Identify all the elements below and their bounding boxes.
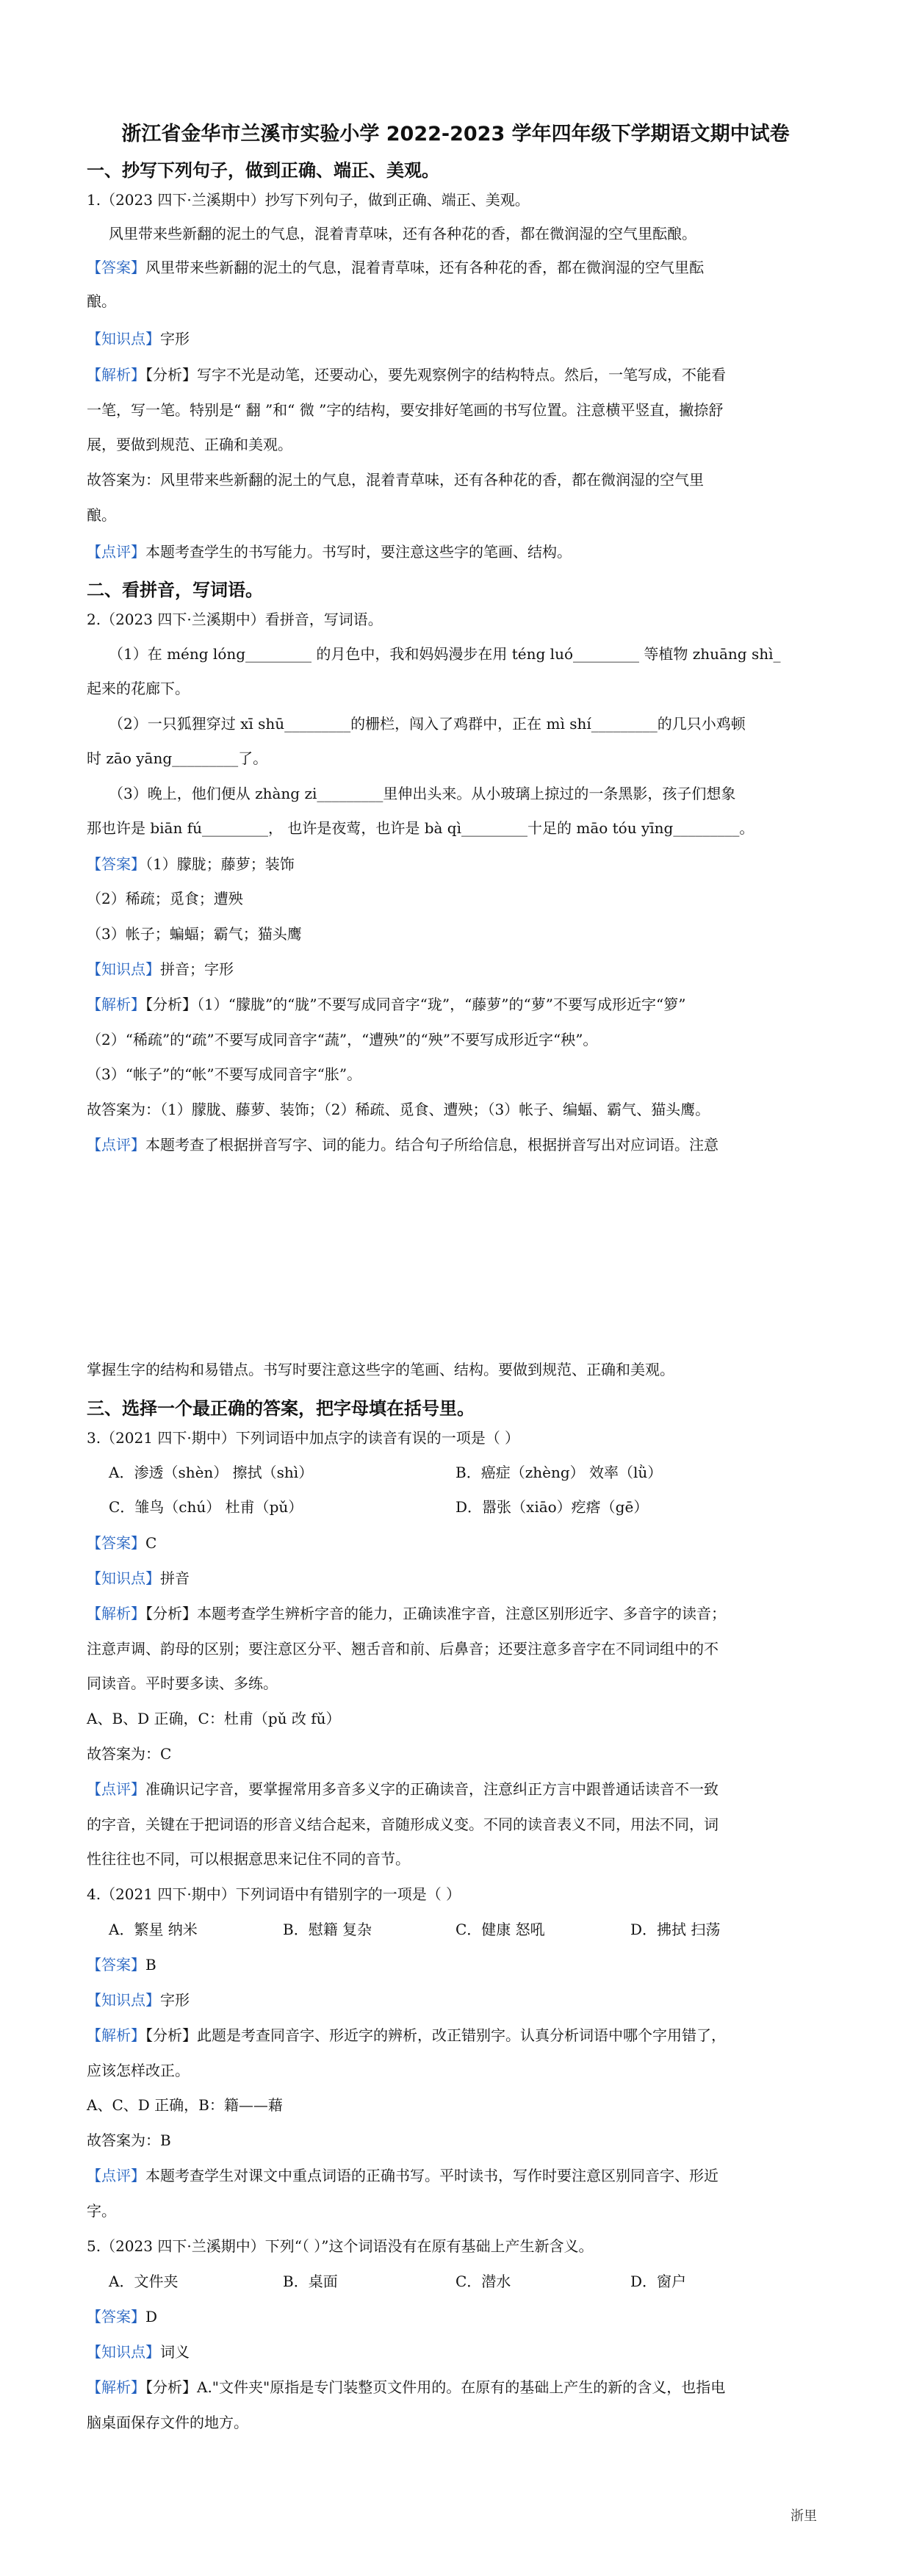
q2-p2-line-1: （2）一只狐狸穿过 xī shū_________的栅栏，闯入了鸡群中，正在 mì shí_________的几只小鸡顿 <box>109 715 746 733</box>
knowledge-tag: 【知识点】 <box>87 960 160 978</box>
page-footer: 浙里 <box>791 2508 817 2524</box>
q5-analysis-1: 【解析】【分析】A."文件夹"原指是专门装整页文件用的。在原有的基础上产生的新的含义，也指电 <box>87 2378 726 2396</box>
answer-tag: 【答案】 <box>87 2308 145 2325</box>
q2-answer-2: （2）稀疏；觅食；遭殃 <box>87 890 243 907</box>
analysis-tag: 【解析】 <box>87 996 145 1013</box>
q2-p3-line-1: （3）晚上，他们便从 zhàng zi_________里伸出头来。从小玻璃上掠过的一条黑影，孩子们想象 <box>109 785 736 802</box>
q5-option-b: B．桌面 <box>283 2273 338 2290</box>
answer-tag: 【答案】 <box>87 1534 145 1552</box>
q4-option-a: A．繁星 纳米 <box>109 1921 198 1938</box>
q2-analysis-1: 【解析】【分析】（1）“朦胧”的“胧”不要写成同音字“珑”，“藤萝”的“萝”不要写成形近字“箩” <box>87 996 686 1013</box>
section-3-heading: 三、选择一个最正确的答案，把字母填在括号里。 <box>87 1398 475 1419</box>
q1-answer-line: 【答案】风里带来些新翻的泥土的气息，混着青草味，还有各种花的香，都在微润湿的空气里酝 <box>87 259 704 276</box>
q3-option-b: B．癌症（zhèng） 效率（lǜ） <box>455 1464 663 1481</box>
q5-analysis-2: 脑桌面保存文件的地方。 <box>87 2414 248 2431</box>
q5-option-a: A．文件夹 <box>109 2273 179 2290</box>
q1-analysis-1: 【解析】【分析】写字不光是动笔，还要动心，要先观察例字的结构特点。然后，一笔写成，不能看 <box>87 366 726 384</box>
q4-comment-2: 字。 <box>87 2202 116 2220</box>
analysis-tag: 【解析】 <box>87 2378 145 2396</box>
knowledge-tag: 【知识点】 <box>87 1569 160 1587</box>
q5-knowledge: 【知识点】词义 <box>87 2343 190 2361</box>
q1-sentence: 风里带来些新翻的泥土的气息，混着青草味，还有各种花的香，都在微润湿的空气里酝酿。 <box>109 225 696 242</box>
q3-answer: 【答案】C <box>87 1534 157 1552</box>
comment-tag: 【点评】 <box>87 1780 145 1798</box>
q4-knowledge: 【知识点】字形 <box>87 1991 190 2009</box>
q4-option-c: C．健康 怒吼 <box>455 1921 545 1938</box>
q3-analysis-4: A、B、D 正确，C：杜甫（pǔ 改 fǔ） <box>87 1710 341 1727</box>
q3-comment-2: 的字音，关键在于把词语的形音义结合起来，音随形成义变。不同的读音表义不同，用法不同，词 <box>87 1816 719 1833</box>
q3-comment-3: 性往往也不同，可以根据意思来记住不同的音节。 <box>87 1850 410 1868</box>
q5-option-d: D．窗户 <box>630 2273 687 2290</box>
q2-p3-line-2: 那也许是 biān fú_________， 也许是夜莺，也许是 bà qì_________十足的 māo tóu yīng_________。 <box>87 819 755 837</box>
q3-option-c: C．雏鸟（chú） 杜甫（pǔ） <box>109 1498 303 1516</box>
q2-p1-line-1: （1）在 méng lóng_________ 的月色中，我和妈妈漫步在用 téng luó_________ 等植物 zhuāng shì_ <box>109 645 781 663</box>
q3-analysis-1: 【解析】【分析】本题考查学生辨析字音的能力，正确读准字音，注意区别形近字、多音字的读音； <box>87 1605 726 1622</box>
q3-analysis-3: 同读音。平时要多读、多练。 <box>87 1674 278 1692</box>
q3-option-d: D．嚣张（xiāo）疙瘩（gē） <box>455 1498 649 1516</box>
knowledge-tag: 【知识点】 <box>87 1991 160 2009</box>
q4-analysis-2: 应该怎样改正。 <box>87 2062 190 2079</box>
q4-stem: 4.（2021 四下·期中）下列词语中有错别字的一项是（ ） <box>87 1885 461 1903</box>
q5-answer: 【答案】D <box>87 2308 158 2325</box>
q5-stem: 5.（2023 四下·兰溪期中）下列“（ ）”这个词语没有在原有基础上产生新含义。 <box>87 2237 594 2255</box>
q2-knowledge: 【知识点】拼音；字形 <box>87 960 234 978</box>
comment-tag: 【点评】 <box>87 2167 145 2184</box>
q4-comment-1: 【点评】本题考查学生对课文中重点词语的正确书写。平时读书，写作时要注意区别同音字、形近 <box>87 2167 719 2184</box>
q3-final: 故答案为：C <box>87 1745 172 1763</box>
q2-analysis-2: （2）“稀疏”的“疏”不要写成同音字“蔬”，“遭殃”的“殃”不要写成形近字“秧”。 <box>87 1031 598 1048</box>
q2-stem: 2.（2023 四下·兰溪期中）看拼音，写词语。 <box>87 611 383 628</box>
q2-analysis-3: （3）“帐子”的“帐”不要写成同音字“胀”。 <box>87 1065 362 1083</box>
q3-stem: 3.（2021 四下·期中）下列词语中加点字的读音有误的一项是（ ） <box>87 1429 520 1447</box>
analysis-tag: 【解析】 <box>87 366 145 384</box>
analysis-tag: 【解析】 <box>87 2026 145 2044</box>
q2-p2-line-2: 时 zāo yāng_________了。 <box>87 749 268 767</box>
q1-stem: 1.（2023 四下·兰溪期中）抄写下列句子，做到正确、端正、美观。 <box>87 191 530 209</box>
q4-option-b: B．慰籍 复杂 <box>283 1921 372 1938</box>
q1-final-2: 酿。 <box>87 506 116 524</box>
q3-knowledge: 【知识点】拼音 <box>87 1569 190 1587</box>
comment-tag: 【点评】 <box>87 1136 145 1154</box>
q4-analysis-3: A、C、D 正确，B：籍——藉 <box>87 2096 283 2114</box>
section-2-heading: 二、看拼音，写词语。 <box>87 580 263 600</box>
q3-comment-1: 【点评】准确识记字音，要掌握常用多音多义字的正确读音，注意纠正方言中跟普通话读音不一致 <box>87 1780 719 1798</box>
knowledge-tag: 【知识点】 <box>87 330 160 348</box>
q2-answer-3: （3）帐子；蝙蝠；霸气；猫头鹰 <box>87 925 302 943</box>
q1-comment: 【点评】本题考查学生的书写能力。书写时，要注意这些字的笔画、结构。 <box>87 543 572 561</box>
comment-tag: 【点评】 <box>87 543 145 561</box>
analysis-tag: 【解析】 <box>87 1605 145 1622</box>
q4-answer: 【答案】B <box>87 1956 156 1974</box>
answer-tag: 【答案】 <box>87 259 145 276</box>
answer-tag: 【答案】 <box>87 855 145 873</box>
answer-tag: 【答案】 <box>87 1956 145 1974</box>
q2-answer-1: 【答案】（1）朦胧；藤萝；装饰 <box>87 855 295 873</box>
section-1-heading: 一、抄写下列句子，做到正确、端正、美观。 <box>87 160 439 181</box>
q1-knowledge: 【知识点】字形 <box>87 330 190 348</box>
q1-analysis-3: 展，要做到规范、正确和美观。 <box>87 436 292 453</box>
q2-final: 故答案为：（1）朦胧、藤萝、装饰；（2）稀疏、觅食、遭殃；（3）帐子、编蝠、霸气、猫头鹰。 <box>87 1101 710 1118</box>
q4-option-d: D．拂拭 扫荡 <box>630 1921 721 1938</box>
q3-option-a: A．渗透（shèn） 擦拭（shì） <box>109 1464 314 1481</box>
q2-comment-1: 【点评】本题考查了根据拼音写字、词的能力。结合句子所给信息，根据拼音写出对应词语。注意 <box>87 1136 719 1154</box>
q2-comment-2: 掌握生字的结构和易错点。书写时要注意这些字的笔画、结构。要做到规范、正确和美观。 <box>87 1361 674 1378</box>
q4-final: 故答案为：B <box>87 2131 171 2149</box>
exam-title: 浙江省金华市兰溪市实验小学 2022-2023 学年四年级下学期语文期中试卷 <box>121 123 790 145</box>
knowledge-tag: 【知识点】 <box>87 2343 160 2361</box>
q4-analysis-1: 【解析】【分析】此题是考查同音字、形近字的辨析，改正错别字。认真分析词语中哪个字用错了， <box>87 2026 726 2044</box>
q3-analysis-2: 注意声调、韵母的区别；要注意区分平、翘舌音和前、后鼻音；还要注意多音字在不同词组中的不 <box>87 1640 719 1658</box>
q1-final-1: 故答案为：风里带来些新翻的泥土的气息，混着青草味，还有各种花的香，都在微润湿的空气里 <box>87 471 704 489</box>
q1-analysis-2: 一笔，写一笔。特别是“ 翻 ”和“ 微 ”字的结构，要安排好笔画的书写位置。注意横平竖直，撇捺舒 <box>87 401 724 419</box>
q2-p1-line-2: 起来的花廊下。 <box>87 680 190 697</box>
q5-option-c: C．潜水 <box>455 2273 511 2290</box>
q1-answer-line-2: 酿。 <box>87 292 116 310</box>
